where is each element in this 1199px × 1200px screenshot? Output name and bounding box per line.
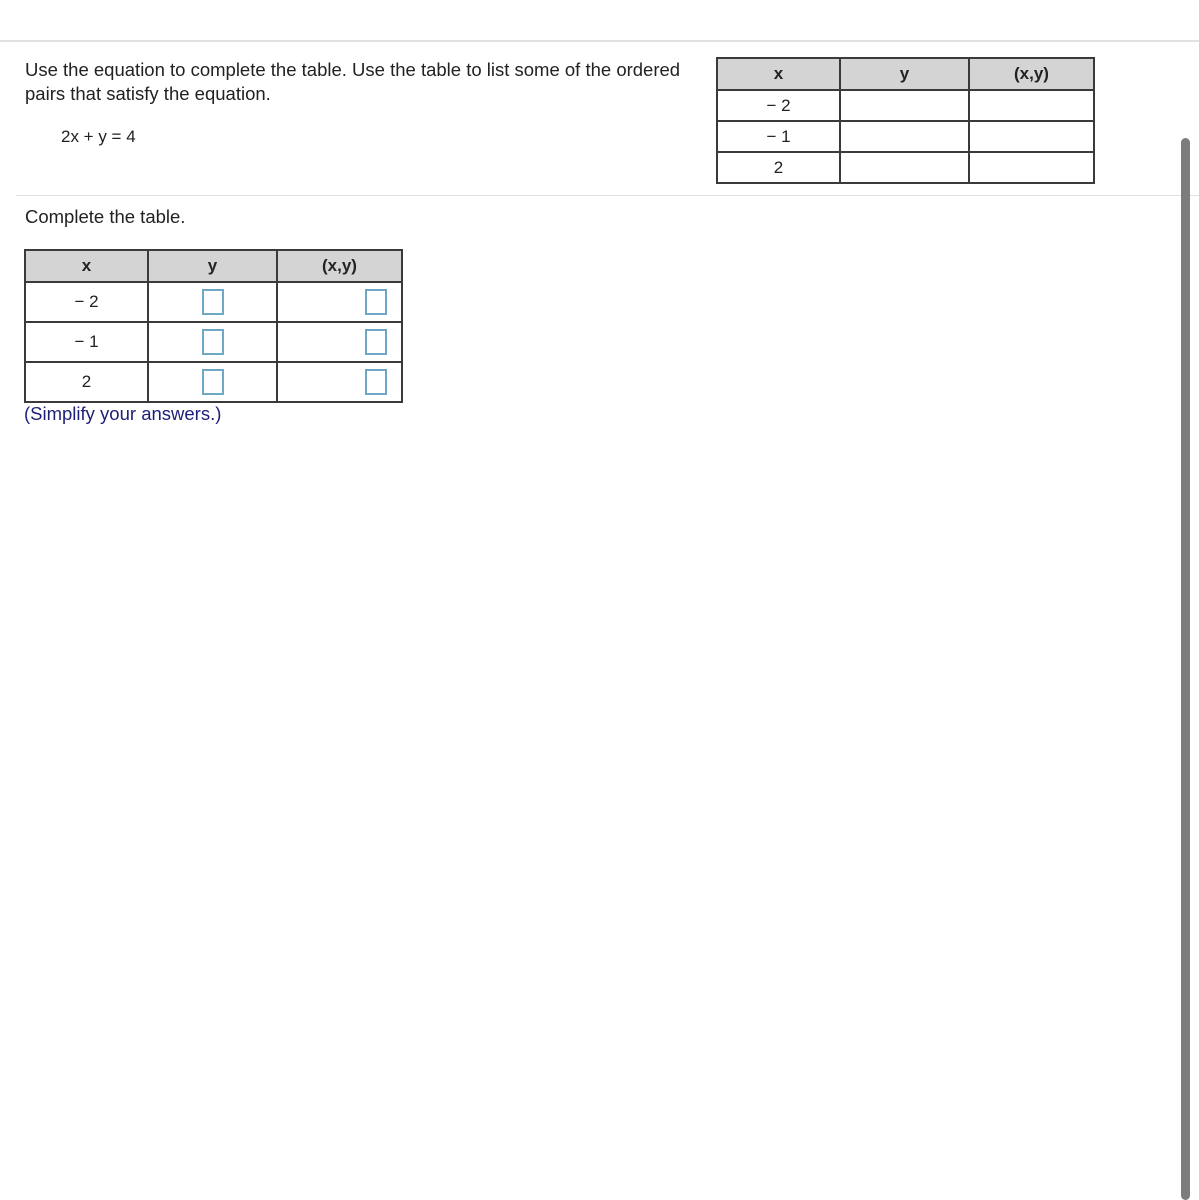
xy-answer-input[interactable] [365,369,387,395]
reference-cell-x: − 2 [717,90,840,121]
answer-header-y: y [148,250,277,282]
reference-header-x: x [717,58,840,90]
answer-table [24,249,403,403]
y-answer-input[interactable] [202,289,224,315]
y-answer-input[interactable] [202,369,224,395]
reference-cell-xy [969,121,1094,152]
table-row [25,322,402,362]
reference-cell-x: − 1 [717,121,840,152]
answer-cell-x: 2 [25,362,148,402]
answer-cell-y [148,282,277,322]
answer-cell-xy [277,322,402,362]
reference-cell-y [840,152,969,183]
reference-cell-y [840,121,969,152]
xy-answer-input[interactable] [365,289,387,315]
reference-header-y: y [840,58,969,90]
section-divider [16,195,1199,196]
reference-table [716,57,1095,184]
reference-header-xy: (x,y) [969,58,1094,90]
answer-header-xy: (x,y) [277,250,402,282]
answer-cell-xy [277,362,402,402]
xy-answer-input[interactable] [365,329,387,355]
complete-table-label: Complete the table. [25,206,186,227]
answer-header-x: x [25,250,148,282]
answer-cell-y [148,322,277,362]
answer-cell-xy [277,282,402,322]
table-row [717,90,1094,121]
answer-table-header-row [25,250,402,282]
table-row [717,152,1094,183]
reference-cell-y [840,90,969,121]
answer-cell-y [148,362,277,402]
top-divider [0,40,1199,42]
answer-cell-x: − 2 [25,282,148,322]
reference-table-header-row [717,58,1094,90]
equation: 2x + y = 4 [61,127,136,146]
y-answer-input[interactable] [202,329,224,355]
simplify-hint: (Simplify your answers.) [24,403,222,424]
question-instructions: Use the equation to complete the table. Use the table to list some of the ordered pairs that satisfy the equation. [25,59,681,104]
reference-cell-xy [969,152,1094,183]
answer-cell-x: − 1 [25,322,148,362]
reference-cell-xy [969,90,1094,121]
table-row [25,282,402,322]
reference-cell-x: 2 [717,152,840,183]
table-row [25,362,402,402]
vertical-scrollbar[interactable] [1181,138,1190,1200]
table-row [717,121,1094,152]
